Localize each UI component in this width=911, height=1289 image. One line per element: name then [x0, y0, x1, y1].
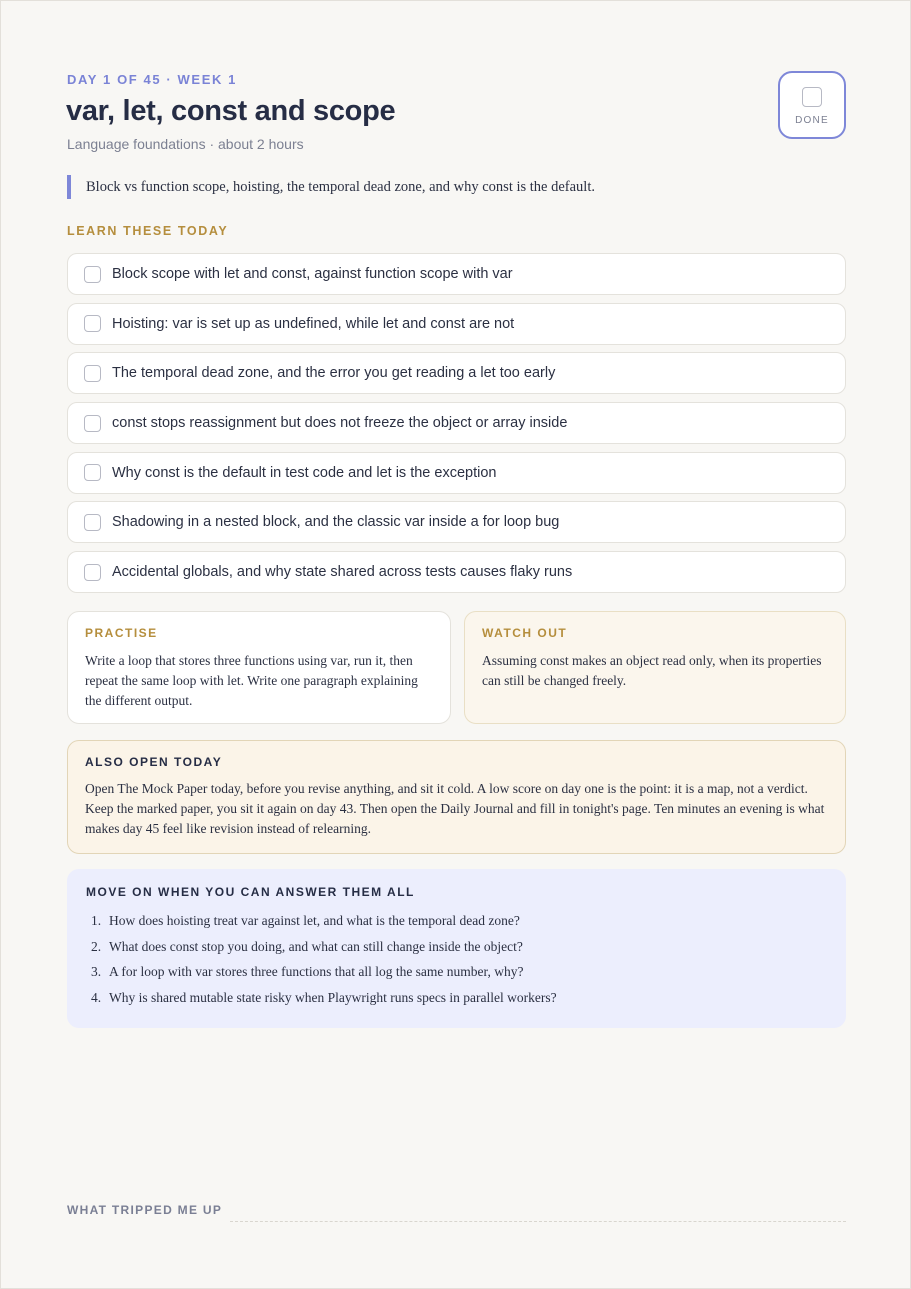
- done-label: DONE: [795, 114, 829, 126]
- question-text: What does const stop you doing, and what can still change inside the object?: [109, 938, 523, 954]
- topic-item[interactable]: [67, 352, 846, 394]
- move-on-card: [67, 869, 846, 1028]
- learn-section-label: LEARN THESE TODAY: [67, 224, 229, 238]
- topic-checkbox[interactable]: [84, 315, 101, 332]
- summary-quote: Block vs function scope, hoisting, the temporal dead zone, and why const is the default.: [67, 175, 595, 199]
- question-item: [86, 985, 827, 1011]
- question-item: [86, 934, 827, 960]
- topic-text: Shadowing in a nested block, and the classic var inside a for loop bug: [112, 514, 560, 531]
- topic-checkbox[interactable]: [84, 415, 101, 432]
- tripped-writing-line[interactable]: [230, 1221, 846, 1222]
- topic-item[interactable]: [67, 253, 846, 295]
- question-number: 3.: [91, 964, 102, 979]
- question-item: [86, 908, 827, 934]
- topic-checkbox[interactable]: [84, 464, 101, 481]
- topic-checkbox[interactable]: [84, 514, 101, 531]
- topic-text: const stops reassignment but does not freeze the object or array inside: [112, 415, 568, 432]
- also-open-title: ALSO OPEN TODAY: [85, 755, 223, 769]
- question-text: Why is shared mutable state risky when Playwright runs specs in parallel workers?: [109, 989, 557, 1005]
- practise-card: [67, 611, 451, 724]
- topic-text: Why const is the default in test code and let is the exception: [112, 464, 497, 481]
- page-title: var, let, const and scope: [66, 95, 396, 127]
- topic-checkbox[interactable]: [84, 564, 101, 581]
- learn-topic-list: [67, 253, 846, 601]
- page-subtitle: Language foundations · about 2 hours: [67, 136, 304, 152]
- also-open-card: [67, 740, 846, 854]
- topic-text: Block scope with let and const, against function scope with var: [112, 266, 513, 282]
- tripped-label: WHAT TRIPPED ME UP: [67, 1203, 223, 1217]
- topic-item[interactable]: [67, 303, 846, 345]
- topic-item[interactable]: [67, 501, 846, 543]
- question-text: A for loop with var stores three functions that all log the same number, why?: [109, 964, 524, 979]
- also-open-body: Open The Mock Paper today, before you revise anything, and sit it cold. A low score on day one is the point: it is a map, not a verdict. Keep the marked paper, you sit it again on day 43. Then open the Daily Journal and fill in tonight's page. Ten minutes an evening is what makes day 45 feel like revision instead of relearning.: [85, 781, 825, 836]
- question-number: 2.: [91, 938, 102, 954]
- question-item: [86, 959, 827, 985]
- topic-text: Accidental globals, and why state shared across tests causes flaky runs: [112, 564, 573, 581]
- question-number: 1.: [91, 913, 102, 928]
- watch-out-body: Assuming const makes an object read only, when its properties can still be changed freely.: [482, 653, 822, 688]
- topic-checkbox[interactable]: [84, 266, 101, 283]
- topic-text: Hoisting: var is set up as undefined, while let and const are not: [112, 315, 515, 332]
- question-number: 4.: [91, 989, 102, 1005]
- topic-item[interactable]: [67, 452, 846, 494]
- topic-item[interactable]: [67, 402, 846, 444]
- practise-body: Write a loop that stores three functions using var, run it, then repeat the same loop with let. Write one paragraph explaining the different output.: [85, 653, 418, 708]
- question-list: [86, 908, 827, 1010]
- day-week-eyebrow: DAY 1 OF 45 · WEEK 1: [67, 72, 237, 87]
- watch-out-title: WATCH OUT: [482, 626, 568, 640]
- topic-item[interactable]: [67, 551, 846, 593]
- topic-checkbox[interactable]: [84, 365, 101, 382]
- done-checkbox[interactable]: [778, 71, 846, 139]
- watch-out-card: [464, 611, 846, 724]
- topic-text: The temporal dead zone, and the error you get reading a let too early: [112, 365, 556, 382]
- question-text: How does hoisting treat var against let, and what is the temporal dead zone?: [109, 913, 520, 928]
- move-on-title: MOVE ON WHEN YOU CAN ANSWER THEM ALL: [86, 885, 415, 899]
- practise-title: PRACTISE: [85, 626, 158, 640]
- done-check-square[interactable]: [802, 87, 822, 107]
